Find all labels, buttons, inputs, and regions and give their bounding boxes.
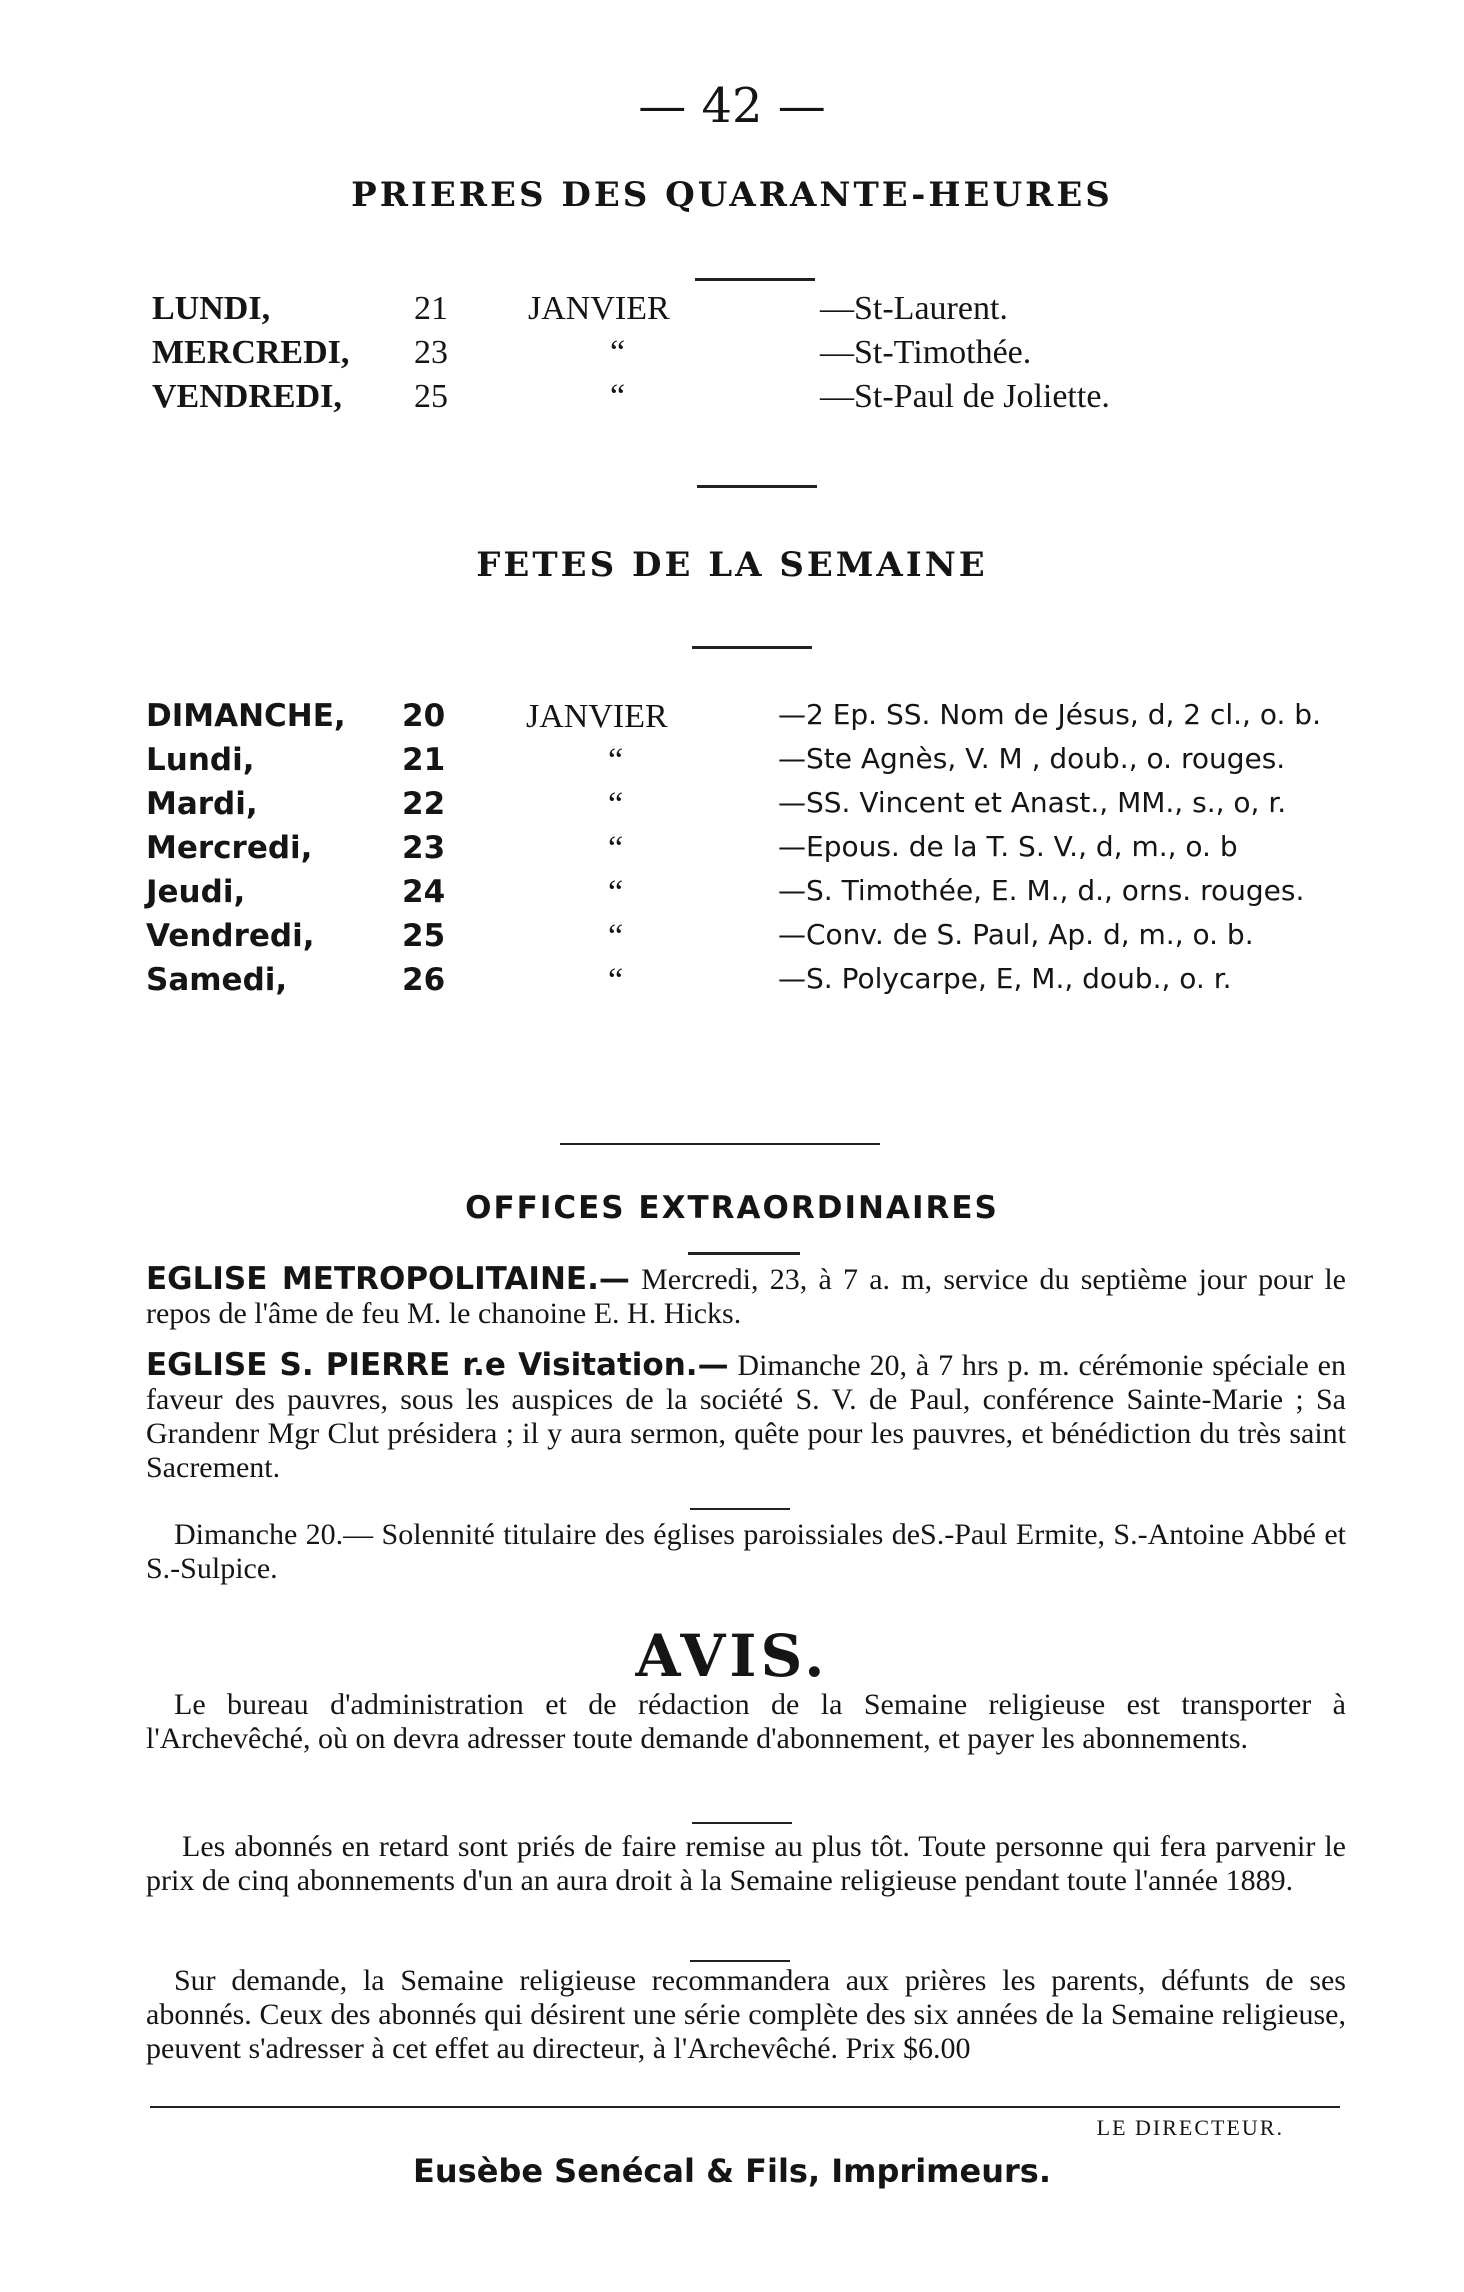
avis-paragraph: Le bureau d'administration et de rédaction de la Semaine religieuse est transporter à l'Archevêché, où on devra adresser toute demande d'abonnement, et payer les abonnements. (146, 1688, 1346, 1755)
divider (560, 1143, 880, 1145)
office-text: Dimanche 20, à 7 hrs p. m. cérémonie spéciale en faveur des pauvres, sous les auspices de la société S. V. de Paul, conférence Sainte-Marie ; Sa Grandenr Mgr Clut présidera ; il y aura sermon, quête pour les pauvres, et bénédiction du très saint Sacrement. (146, 1349, 1346, 1484)
day-label: Mardi, (146, 786, 258, 822)
day-label: Samedi, (146, 962, 288, 998)
avis-paragraph: Sur demande, la Semaine religieuse recommandera aux prières les parents, défunts de ses abonnés. Ceux des abonnés qui désirent une série complète des six années de la Semaine religieuse, peuvent s'adresser à cet effet au directeur, à l'Archevêché. Prix $6.00 (146, 1964, 1346, 2065)
schedule-row (152, 290, 1302, 334)
feast-name: —Ste Agnès, V. M , doub., o. rouges. (778, 742, 1286, 775)
office-paragraph (146, 1262, 1346, 1331)
feast-name: —S. Polycarpe, E, M., doub., o. r. (778, 962, 1232, 995)
page-number: — 42 — (638, 78, 826, 134)
divider (688, 1252, 800, 1255)
month-label: “ (608, 786, 624, 823)
divider (697, 485, 817, 488)
divider (692, 646, 812, 649)
date-value: 21 (414, 290, 448, 327)
offices-section-title: OFFICES EXTRAORDINAIRES (465, 1190, 999, 1226)
feast-name: —SS. Vincent et Anast., MM., s., o, r. (778, 786, 1287, 819)
signature: LE DIRECTEUR. (1096, 2115, 1284, 2140)
office-lead: EGLISE METROPOLITAINE.— (146, 1261, 630, 1297)
day-label: VENDREDI, (152, 378, 342, 415)
month-label: “ (608, 962, 624, 999)
date-value: 21 (402, 742, 446, 778)
prayers-section-title: PRIERES DES QUARANTE-HEURES (351, 175, 1113, 215)
date-value: 23 (402, 830, 446, 866)
divider (695, 278, 815, 281)
divider (692, 1822, 792, 1824)
office-text: Mercredi, 23, à 7 a. m, service du septième jour pour le repos de l'âme de feu M. le chanoine E. H. Hicks. (146, 1263, 1346, 1330)
month-label: JANVIER (528, 290, 670, 327)
schedule-row (146, 698, 1366, 742)
office-lead: EGLISE S. PIERRE r.e Visitation.— (146, 1347, 729, 1383)
avis-paragraph: Les abonnés en retard sont priés de faire remise au plus tôt. Toute personne qui fera parvenir le prix de cinq abonnements d'un an aura droit à la Semaine religieuse pendant toute l'année 1889. (146, 1830, 1346, 1897)
date-value: 23 (414, 334, 448, 371)
church-name: —St-Paul de Joliette. (820, 378, 1110, 415)
date-value: 25 (402, 918, 446, 954)
month-label: “ (608, 874, 624, 911)
month-label: “ (610, 378, 626, 415)
schedule-row (146, 742, 1366, 786)
divider (690, 1508, 790, 1510)
date-value: 25 (414, 378, 448, 415)
day-label: Vendredi, (146, 918, 315, 954)
month-label: “ (608, 830, 624, 867)
feasts-schedule (146, 698, 1366, 1006)
day-label: Jeudi, (146, 874, 246, 910)
day-label: LUNDI, (152, 290, 271, 327)
date-value: 26 (402, 962, 446, 998)
prayers-schedule (152, 290, 1302, 422)
day-label: MERCREDI, (152, 334, 350, 371)
office-paragraph (146, 1348, 1346, 1485)
date-value: 22 (402, 786, 446, 822)
date-value: 20 (402, 698, 446, 734)
schedule-row (146, 830, 1366, 874)
schedule-row (146, 874, 1366, 918)
schedule-row (146, 786, 1366, 830)
feast-name: —2 Ep. SS. Nom de Jésus, d, 2 cl., o. b. (778, 698, 1321, 731)
month-label: “ (610, 334, 626, 371)
printer-imprint: Eusèbe Senécal & Fils, Imprimeurs. (413, 2152, 1051, 2190)
feast-name: —Conv. de S. Paul, Ap. d, m., o. b. (778, 918, 1254, 951)
avis-title: AVIS. (635, 1622, 829, 1690)
date-value: 24 (402, 874, 446, 910)
office-paragraph: Dimanche 20.— Solennité titulaire des églises paroissiales deS.-Paul Ermite, S.-Antoine Abbé et S.-Sulpice. (146, 1518, 1346, 1585)
schedule-row (146, 918, 1366, 962)
schedule-row (152, 378, 1302, 422)
day-label: Lundi, (146, 742, 255, 778)
schedule-row (152, 334, 1302, 378)
day-label: Mercredi, (146, 830, 313, 866)
month-label: “ (608, 742, 624, 779)
divider (690, 1960, 790, 1962)
feast-name: —S. Timothée, E. M., d., orns. rouges. (778, 874, 1305, 907)
month-label: JANVIER (526, 698, 668, 735)
feasts-section-title: FETES DE LA SEMAINE (476, 545, 988, 585)
divider (150, 2106, 1340, 2108)
church-name: —St-Laurent. (820, 290, 1008, 327)
schedule-row (146, 962, 1366, 1006)
church-name: —St-Timothée. (820, 334, 1032, 371)
month-label: “ (608, 918, 624, 955)
day-label: DIMANCHE, (146, 698, 346, 734)
feast-name: —Epous. de la T. S. V., d, m., o. b (778, 830, 1238, 863)
